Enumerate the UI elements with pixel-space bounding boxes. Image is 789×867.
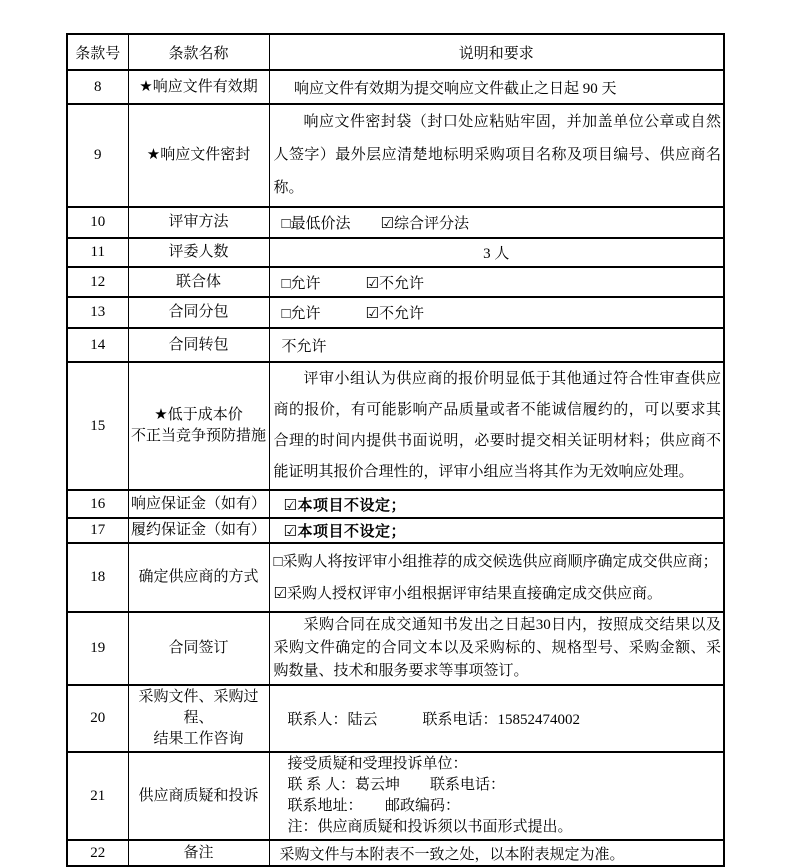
- clause-name-line: 采购文件、采购过程、: [138, 689, 259, 726]
- clause-no-14: 14: [67, 328, 128, 362]
- complaint-info-line: 接受质疑和受理投诉单位：: [287, 756, 468, 772]
- table-row: [67, 267, 724, 297]
- table-row: [67, 518, 724, 543]
- table-row: [67, 328, 724, 362]
- clause-no-19: 19: [67, 612, 128, 685]
- clause-name-21: 供应商质疑和投诉: [128, 752, 269, 840]
- table-row: [67, 297, 724, 328]
- table-row: [67, 685, 724, 752]
- clause-desc-20: [269, 685, 724, 752]
- clause-desc-9: [269, 104, 724, 207]
- clause-name-14: 合同转包: [128, 328, 269, 362]
- header-clause-desc: 说明和要求: [269, 34, 724, 70]
- desc-text: 评审小组认为供应商的报价明显低于其他通过符合性审查供应商的报价，有可能影响产品质量或者不能诚信履约的，可以要求其合理的时间内提供书面说明，必要时提交相关证明材料；供应商不能证明其报价合理性的，评审小组应当将其作为无效响应处理。: [273, 371, 721, 480]
- clause-no-13: 13: [67, 297, 128, 328]
- table-row: [67, 840, 724, 866]
- clause-no-16: 16: [67, 490, 128, 518]
- table-row: [67, 238, 724, 267]
- clause-desc-10: [269, 207, 724, 238]
- table-row: [67, 104, 724, 207]
- table-header-row: [67, 34, 724, 70]
- complaint-info-line: 联 系 人：葛云坤 联系电话：: [287, 777, 506, 793]
- table-row: [67, 362, 724, 490]
- header-clause-name: 条款名称: [128, 34, 269, 70]
- clause-name-line: ★低于成本价: [154, 407, 243, 423]
- complaint-info-line: 联系地址： 邮政编码：: [287, 798, 461, 814]
- subcontract-options: □允许 ☑不允许: [281, 306, 425, 322]
- clause-desc-11: [269, 238, 724, 267]
- clause-name-19: 合同签订: [128, 612, 269, 685]
- clause-no-8: 8: [67, 70, 128, 104]
- clause-name-17: 履约保证金（如有）: [128, 518, 269, 543]
- table-row: [67, 207, 724, 238]
- clause-desc-12: [269, 267, 724, 297]
- desc-text: ☑本项目不设定；: [283, 497, 406, 514]
- clause-name-11: 评委人数: [128, 238, 269, 267]
- terms-table: [66, 33, 725, 867]
- desc-text: ☑本项目不设定；: [283, 524, 406, 540]
- clause-desc-15: [269, 362, 724, 490]
- consortium-options: □允许 ☑不允许: [281, 275, 425, 292]
- desc-text: 采购文件与本附表不一致之处，以本附表规定为准。: [279, 846, 625, 863]
- clause-desc-19: [269, 612, 724, 685]
- clause-desc-14: [269, 328, 724, 362]
- clause-no-20: 20: [67, 685, 128, 752]
- desc-text: 不允许: [281, 338, 327, 355]
- desc-text: 响应文件密封袋（封口处应粘贴牢固，并加盖单位公章或自然人签字）最外层应清楚地标明采购项目名称及项目编号、供应商名称。: [273, 114, 721, 196]
- clause-desc-21: [269, 752, 724, 840]
- clause-desc-18: [269, 543, 724, 612]
- supplier-selection-option: ☑采购人授权评审小组根据评审结果直接确定成交供应商。: [273, 585, 662, 602]
- clause-name-22: 备注: [128, 840, 269, 866]
- clause-desc-8: [269, 70, 724, 104]
- clause-desc-22: [269, 840, 724, 866]
- clause-no-21: 21: [67, 752, 128, 840]
- table-row: [67, 752, 724, 840]
- clause-no-12: 12: [67, 267, 128, 297]
- clause-name-18: 确定供应商的方式: [128, 543, 269, 612]
- clause-no-10: 10: [67, 207, 128, 238]
- evaluation-method-options: □最低价法 ☑综合评分法: [281, 216, 470, 232]
- table-row: [67, 490, 724, 518]
- clause-name-8: ★响应文件有效期: [128, 70, 269, 104]
- clause-no-17: 17: [67, 518, 128, 543]
- clause-name-20: [128, 685, 269, 752]
- clause-desc-13: [269, 297, 724, 328]
- desc-text: 3 人: [483, 246, 510, 262]
- header-clause-no: 条款号: [67, 34, 128, 70]
- table-row: [67, 70, 724, 104]
- clause-name-16: 响应保证金（如有）: [128, 490, 269, 518]
- clause-no-18: 18: [67, 543, 128, 612]
- clause-no-11: 11: [67, 238, 128, 267]
- clause-no-22: 22: [67, 840, 128, 866]
- supplier-selection-option: □采购人将按评审小组推荐的成交候选供应商顺序确定成交供应商；: [273, 553, 718, 570]
- clause-name-line: 不正当竞争预防措施: [130, 428, 266, 444]
- clause-desc-17: [269, 518, 724, 543]
- clause-desc-16: [269, 490, 724, 518]
- desc-text: 采购合同在成交通知书发出之日起30日内，按照成交结果以及采购文件确定的合同文本以及采购标的、规格型号、采购金额、采购数量、技术和服务要求等事项签订。: [273, 617, 721, 679]
- clause-name-10: 评审方法: [128, 207, 269, 238]
- clause-name-13: 合同分包: [128, 297, 269, 328]
- complaint-info-line: 注：供应商质疑和投诉须以书面形式提出。: [287, 819, 573, 835]
- clause-name-15: [128, 362, 269, 490]
- clause-no-15: 15: [67, 362, 128, 490]
- table-row: [67, 612, 724, 685]
- desc-text: 响应文件有效期为提交响应文件截止之日起 90 天: [294, 80, 617, 97]
- clause-name-12: 联合体: [128, 267, 269, 297]
- clause-no-9: 9: [67, 104, 128, 207]
- table-row: [67, 543, 724, 612]
- clause-name-line: 结果工作咨询: [153, 731, 244, 747]
- clause-name-9: ★响应文件密封: [128, 104, 269, 207]
- contact-info: 联系人：陆云 联系电话：15852474002: [287, 712, 581, 728]
